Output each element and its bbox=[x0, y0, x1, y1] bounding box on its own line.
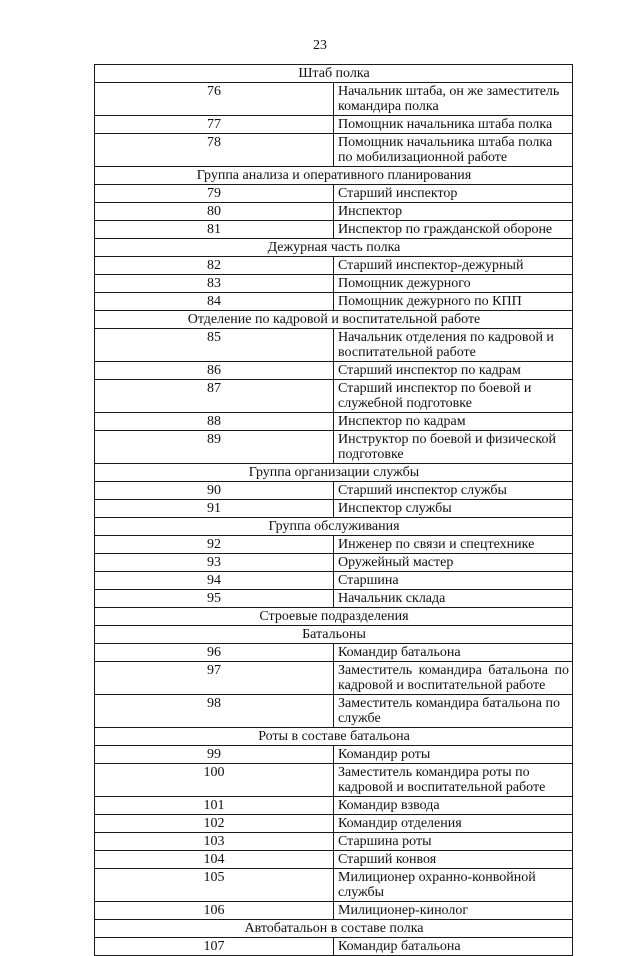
position-title: Старший инспектор по кадрам bbox=[334, 362, 573, 380]
row-number: 94 bbox=[95, 572, 334, 590]
position-title: Помощник начальника штаба полка по мобилизационной работе bbox=[334, 134, 573, 167]
row-number: 99 bbox=[95, 746, 334, 764]
table-row bbox=[95, 116, 573, 134]
table-row bbox=[95, 275, 573, 293]
section-title: Дежурная часть полка bbox=[95, 239, 573, 257]
section-title: Штаб полка bbox=[95, 65, 573, 83]
position-title: Заместитель командира батальона по службе bbox=[334, 695, 573, 728]
position-title: Старший инспектор bbox=[334, 185, 573, 203]
table-row bbox=[95, 482, 573, 500]
position-title: Милиционер охранно-конвойной службы bbox=[334, 869, 573, 902]
row-number: 104 bbox=[95, 851, 334, 869]
table-row bbox=[95, 851, 573, 869]
position-title: Помощник дежурного по КПП bbox=[334, 293, 573, 311]
section-header-row bbox=[95, 518, 573, 536]
position-title: Милиционер-кинолог bbox=[334, 902, 573, 920]
table-row bbox=[95, 413, 573, 431]
position-title: Старший инспектор по боевой и служебной подготовке bbox=[334, 380, 573, 413]
position-title: Старшина bbox=[334, 572, 573, 590]
row-number: 96 bbox=[95, 644, 334, 662]
section-title: Группа организации службы bbox=[95, 464, 573, 482]
row-number: 85 bbox=[95, 329, 334, 362]
table-row bbox=[95, 695, 573, 728]
position-title: Командир роты bbox=[334, 746, 573, 764]
row-number: 93 bbox=[95, 554, 334, 572]
table-row bbox=[95, 431, 573, 464]
position-title: Командир батальона bbox=[334, 938, 573, 956]
row-number: 106 bbox=[95, 902, 334, 920]
table-row bbox=[95, 554, 573, 572]
position-title: Старший инспектор службы bbox=[334, 482, 573, 500]
section-header-row bbox=[95, 464, 573, 482]
table-row bbox=[95, 257, 573, 275]
row-number: 97 bbox=[95, 662, 334, 695]
row-number: 92 bbox=[95, 536, 334, 554]
section-title: Группа обслуживания bbox=[95, 518, 573, 536]
row-number: 88 bbox=[95, 413, 334, 431]
position-title: Заместитель командира батальона по кадровой и воспитательной работе bbox=[334, 662, 573, 695]
row-number: 76 bbox=[95, 83, 334, 116]
table-row bbox=[95, 662, 573, 695]
row-number: 105 bbox=[95, 869, 334, 902]
row-number: 101 bbox=[95, 797, 334, 815]
positions-table bbox=[94, 64, 573, 956]
row-number: 91 bbox=[95, 500, 334, 518]
position-title: Оружейный мастер bbox=[334, 554, 573, 572]
position-title: Заместитель командира роты по кадровой и воспитательной работе bbox=[334, 764, 573, 797]
position-title: Помощник дежурного bbox=[334, 275, 573, 293]
section-title: Отделение по кадровой и воспитательной работе bbox=[95, 311, 573, 329]
table-row bbox=[95, 572, 573, 590]
table-row bbox=[95, 902, 573, 920]
table-row bbox=[95, 644, 573, 662]
section-title: Группа анализа и оперативного планирования bbox=[95, 167, 573, 185]
table-row bbox=[95, 293, 573, 311]
table-row bbox=[95, 833, 573, 851]
row-number: 87 bbox=[95, 380, 334, 413]
row-number: 78 bbox=[95, 134, 334, 167]
position-title: Инспектор по кадрам bbox=[334, 413, 573, 431]
position-title: Помощник начальника штаба полка bbox=[334, 116, 573, 134]
row-number: 100 bbox=[95, 764, 334, 797]
row-number: 81 bbox=[95, 221, 334, 239]
table-row bbox=[95, 380, 573, 413]
row-number: 80 bbox=[95, 203, 334, 221]
row-number: 98 bbox=[95, 695, 334, 728]
section-header-row bbox=[95, 311, 573, 329]
section-header-row bbox=[95, 920, 573, 938]
row-number: 86 bbox=[95, 362, 334, 380]
row-number: 84 bbox=[95, 293, 334, 311]
table-row bbox=[95, 203, 573, 221]
table-row bbox=[95, 746, 573, 764]
row-number: 89 bbox=[95, 431, 334, 464]
table-row bbox=[95, 869, 573, 902]
page-number: 23 bbox=[313, 38, 327, 53]
position-title: Инспектор bbox=[334, 203, 573, 221]
table-row bbox=[95, 221, 573, 239]
section-header-row bbox=[95, 626, 573, 644]
table-row bbox=[95, 134, 573, 167]
section-header-row bbox=[95, 239, 573, 257]
position-title: Командир батальона bbox=[334, 644, 573, 662]
position-title: Командир отделения bbox=[334, 815, 573, 833]
table-row bbox=[95, 185, 573, 203]
position-title: Инженер по связи и спецтехнике bbox=[334, 536, 573, 554]
table-row bbox=[95, 362, 573, 380]
row-number: 103 bbox=[95, 833, 334, 851]
position-title: Инспектор службы bbox=[334, 500, 573, 518]
position-title: Старшина роты bbox=[334, 833, 573, 851]
table-row bbox=[95, 764, 573, 797]
position-title: Инспектор по гражданской обороне bbox=[334, 221, 573, 239]
row-number: 107 bbox=[95, 938, 334, 956]
position-title: Инструктор по боевой и физической подготовке bbox=[334, 431, 573, 464]
position-title: Начальник штаба, он же заместитель командира полка bbox=[334, 83, 573, 116]
table-row bbox=[95, 590, 573, 608]
table-row bbox=[95, 797, 573, 815]
table-row bbox=[95, 815, 573, 833]
section-header-row bbox=[95, 728, 573, 746]
section-title: Строевые подразделения bbox=[95, 608, 573, 626]
section-title: Батальоны bbox=[95, 626, 573, 644]
row-number: 83 bbox=[95, 275, 334, 293]
table-row bbox=[95, 536, 573, 554]
position-title: Командир взвода bbox=[334, 797, 573, 815]
row-number: 77 bbox=[95, 116, 334, 134]
table-row bbox=[95, 500, 573, 518]
section-header-row bbox=[95, 167, 573, 185]
section-title: Роты в составе батальона bbox=[95, 728, 573, 746]
table-row bbox=[95, 938, 573, 956]
section-header-row bbox=[95, 65, 573, 83]
row-number: 82 bbox=[95, 257, 334, 275]
position-title: Начальник склада bbox=[334, 590, 573, 608]
row-number: 102 bbox=[95, 815, 334, 833]
row-number: 79 bbox=[95, 185, 334, 203]
position-title: Начальник отделения по кадровой и воспитательной работе bbox=[334, 329, 573, 362]
row-number: 95 bbox=[95, 590, 334, 608]
table-row bbox=[95, 83, 573, 116]
section-header-row bbox=[95, 608, 573, 626]
table-row bbox=[95, 329, 573, 362]
section-title: Автобатальон в составе полка bbox=[95, 920, 573, 938]
position-title: Старший инспектор-дежурный bbox=[334, 257, 573, 275]
row-number: 90 bbox=[95, 482, 334, 500]
positions-table-body bbox=[95, 65, 573, 956]
position-title: Старший конвоя bbox=[334, 851, 573, 869]
